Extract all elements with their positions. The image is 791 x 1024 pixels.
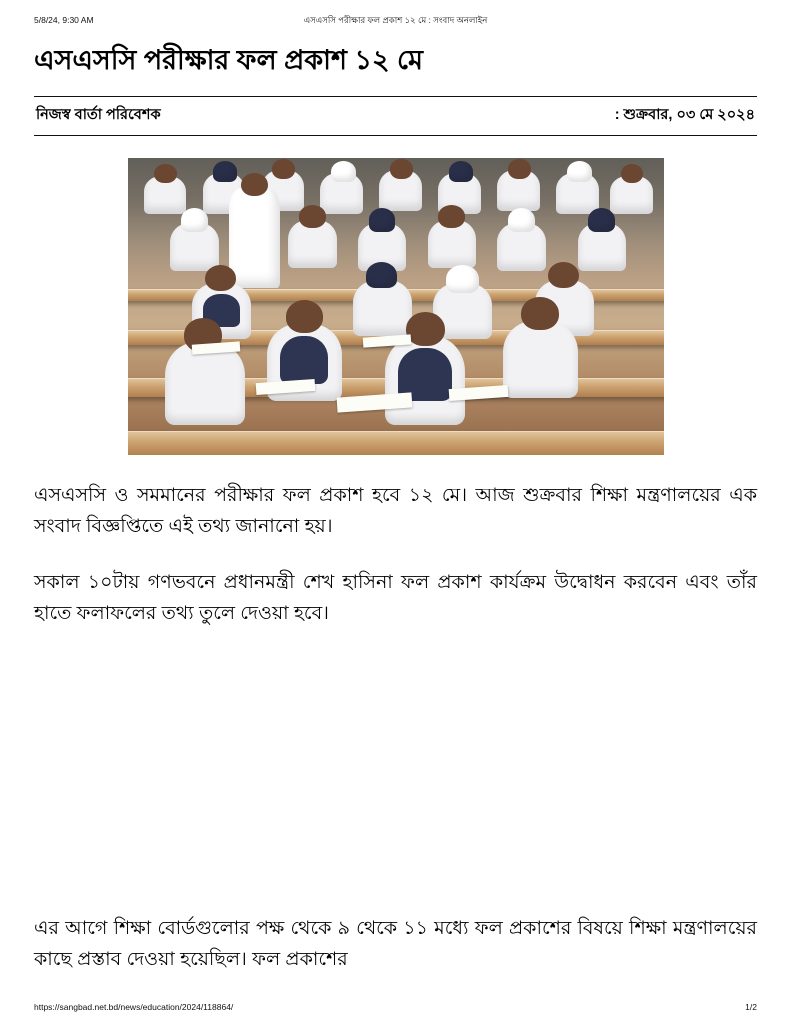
page-number: 1/2: [745, 1002, 757, 1012]
byline-row: [34, 97, 757, 135]
article-paragraph-1: এসএসসি ও সমমানের পরীক্ষার ফল প্রকাশ হবে ১২ মে। আজ শুক্রবার শিক্ষা মন্ত্রণালয়ের এক সংবাদ বিজ্ঞপ্তিতে এই তথ্য জানানো হয়।: [34, 484, 757, 537]
invigilator-figure: [229, 188, 280, 289]
article-paragraph-2: সকাল ১০টায় গণভবনে প্রধানমন্ত্রী শেখ হাসিনা ফল প্রকাশ কার্যক্রম উদ্বোধন করবেন এবং তাঁর হাতে ফলাফলের তথ্য তুলে দেওয়া হবে।: [34, 572, 757, 625]
article-headline: এসএসসি পরীক্ষার ফল প্রকাশ ১২ মে: [34, 45, 423, 75]
article-body: [34, 481, 757, 630]
print-document-title: এসএসসি পরীক্ষার ফল প্রকাশ ১২ মে : সংবাদ অনলাইন: [303, 15, 488, 25]
desk-row-4: [128, 431, 664, 455]
article-dateline: : শুক্রবার, ০৩ মে ২০২৪: [614, 106, 755, 123]
byline-bottom-rule: [34, 135, 757, 136]
print-footer: [34, 1002, 757, 1012]
print-header: [34, 14, 757, 28]
article-figure: [128, 158, 664, 455]
print-timestamp: 5/8/24, 9:30 AM: [34, 15, 94, 25]
source-url[interactable]: https://sangbad.net.bd/news/education/2024/118864/: [34, 1002, 234, 1012]
article-paragraph-3: এর আগে শিক্ষা বোর্ডগুলোর পক্ষ থেকে ৯ থেকে ১১ মধ্যে ফল প্রকাশের বিষয়ে শিক্ষা মন্ত্রণালয়ের কাছে প্রস্তাব দেওয়া হয়েছিল। ফল প্রকাশের: [34, 918, 757, 971]
exam-hall-photo: [128, 158, 664, 455]
article-reporter: নিজস্ব বার্তা পরিবেশক: [36, 106, 161, 123]
